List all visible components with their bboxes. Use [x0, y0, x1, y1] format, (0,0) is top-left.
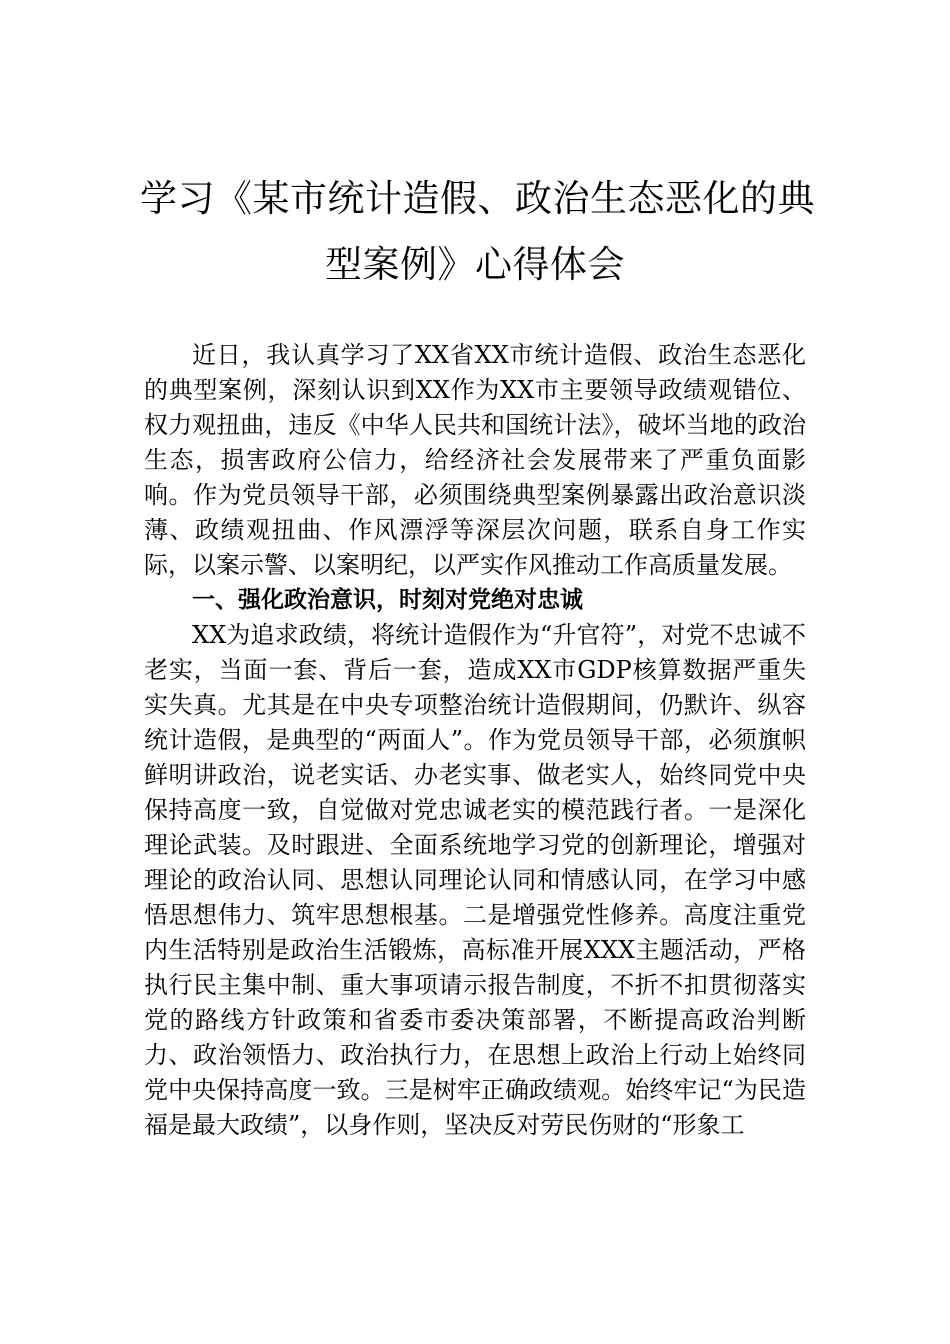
document-body: [144, 338, 806, 1143]
title-line-1: 学习《某市统计造假、政治生态恶化的典: [140, 177, 815, 220]
title-line-2: 型案例》心得体会: [325, 243, 625, 286]
document-title: [140, 166, 815, 298]
intro-paragraph: 近日，我认真学习了XX省XX市统计造假、政治生态恶化的典型案例，深刻认识到XX作为XX市主要领导政绩观错位、权力观扭曲，违反《中华人民共和国统计法》，破坏当地的政治生态，损害政府公信力，给经济社会发展带来了严重负面影响。作为党员领导干部，必须围绕典型案例暴露出政治意识淡薄、政绩观扭曲、作风漂浮等深层次问题，联系自身工作实际，以案示警、以案明纪，以严实作风推动工作高质量发展。: [144, 341, 806, 579]
section-heading-1: 一、强化政治意识，时刻对党绝对忠诚: [192, 587, 583, 613]
section-1-paragraph: XX为追求政绩，将统计造假作为“升官符”，对党不忠诚不老实，当面一套、背后一套，造成XX市GDP核算数据严重失实失真。尤其是在中央专项整治统计造假期间，仍默许、纵容统计造假，是典型的“两面人”。作为党员领导干部，必须旗帜鲜明讲政治，说老实话、办老实事、做老实人，始终同党中央保持高度一致，自觉做对党忠诚老实的模范践行者。一是深化理论武装。及时跟进、全面系统地学习党的创新理论，增强对理论的政治认同、思想认同理论认同和情感认同，在学习中感悟思想伟力、筑牢思想根基。二是增强党性修养。高度注重党内生活特别是政治生活锻炼，高标准开展XXX主题活动，严格执行民主集中制、重大事项请示报告制度，不折不扣贯彻落实党的路线方针政策和省委市委决策部署，不断提高政治判断力、政治领悟力、政治执行力，在思想上政治上行动上始终同党中央保持高度一致。三是树牢正确政绩观。始终牢记“为民造福是最大政绩”，以身作则，坚决反对劳民伤财的“形象工: [144, 621, 806, 1139]
